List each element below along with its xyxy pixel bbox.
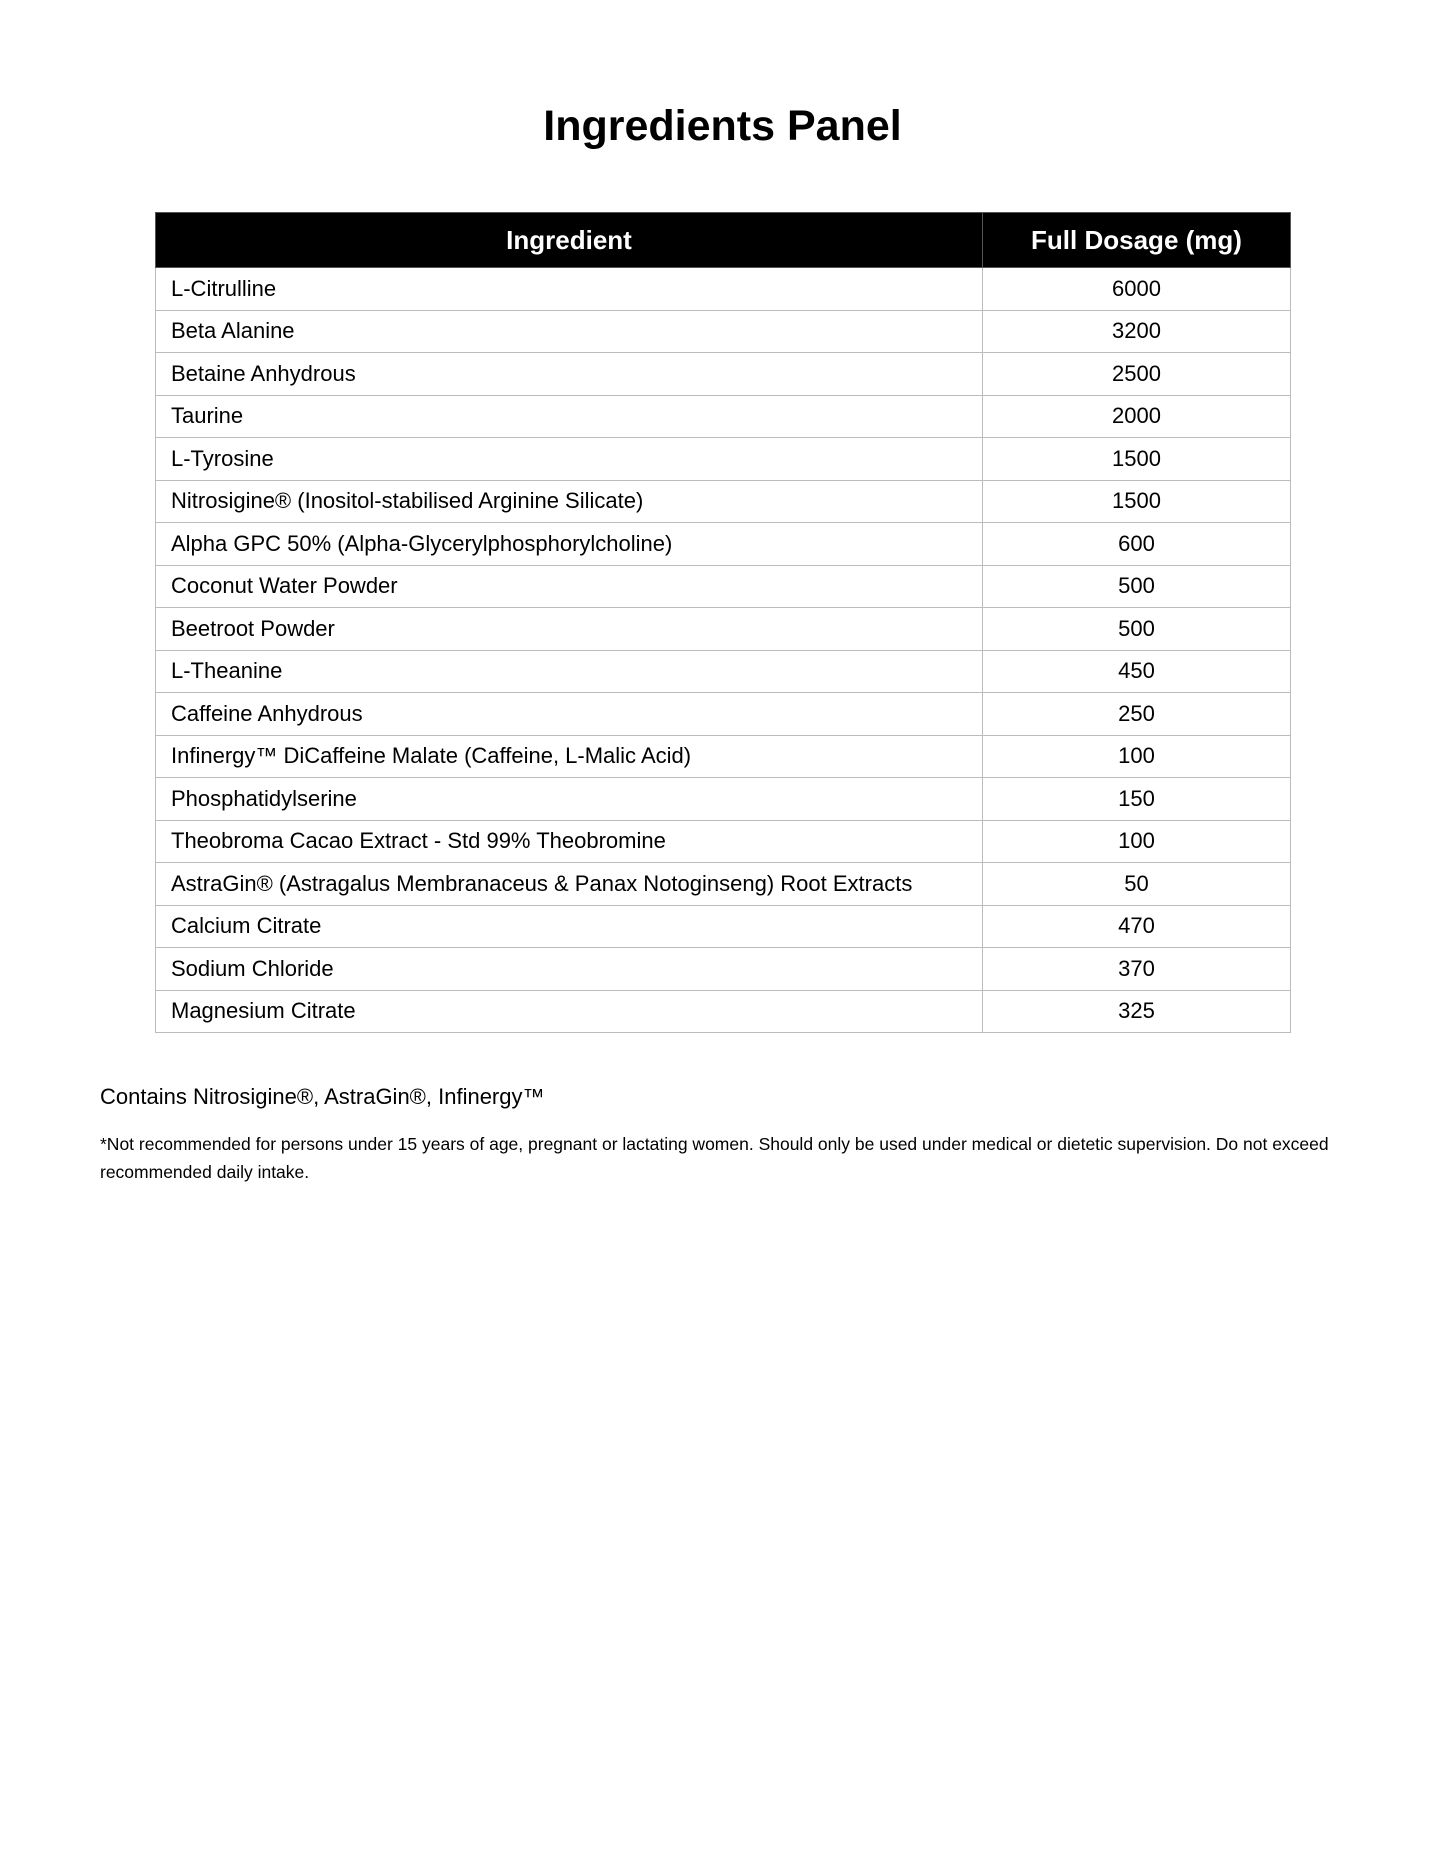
ingredient-name: AstraGin® (Astragalus Membranaceus & Panax Notoginseng) Root Extracts [156,863,983,906]
ingredient-dosage: 2000 [983,395,1291,438]
ingredient-name: Infinergy™ DiCaffeine Malate (Caffeine, L-Malic Acid) [156,735,983,778]
ingredient-name: Nitrosigine® (Inositol-stabilised Arginine Silicate) [156,480,983,523]
ingredient-name: L-Tyrosine [156,438,983,481]
ingredient-dosage: 250 [983,693,1291,736]
table-row [156,268,1291,311]
ingredient-name: Betaine Anhydrous [156,353,983,396]
table-row [156,310,1291,353]
ingredient-name: Magnesium Citrate [156,990,983,1033]
ingredient-dosage: 450 [983,650,1291,693]
table-row [156,353,1291,396]
ingredient-dosage: 500 [983,565,1291,608]
table-row [156,735,1291,778]
ingredient-name: Caffeine Anhydrous [156,693,983,736]
ingredient-name: Alpha GPC 50% (Alpha-Glycerylphosphorylcholine) [156,523,983,566]
ingredients-table [155,212,1291,1033]
ingredient-dosage: 50 [983,863,1291,906]
ingredient-name: Calcium Citrate [156,905,983,948]
table-row [156,438,1291,481]
table-row [156,778,1291,821]
table-row [156,480,1291,523]
ingredient-dosage: 325 [983,990,1291,1033]
table-row [156,863,1291,906]
ingredient-name: Phosphatidylserine [156,778,983,821]
ingredient-dosage: 3200 [983,310,1291,353]
table-row [156,565,1291,608]
table-body [156,268,1291,1033]
ingredient-dosage: 470 [983,905,1291,948]
table-row [156,608,1291,651]
ingredient-name: L-Citrulline [156,268,983,311]
ingredient-name: Taurine [156,395,983,438]
table-row [156,905,1291,948]
ingredient-dosage: 100 [983,820,1291,863]
ingredient-name: L-Theanine [156,650,983,693]
ingredient-dosage: 1500 [983,480,1291,523]
ingredient-dosage: 370 [983,948,1291,991]
table-row [156,395,1291,438]
footnote-disclaimer: *Not recommended for persons under 15 years of age, pregnant or lactating women. Should only be used under medical or dietetic supervision. Do not exceed recommended daily intake. [100,1134,1329,1182]
table-header-row [156,213,1291,268]
ingredient-dosage: 6000 [983,268,1291,311]
ingredient-dosage: 1500 [983,438,1291,481]
column-header-dosage: Full Dosage (mg) [983,213,1291,268]
ingredient-dosage: 2500 [983,353,1291,396]
column-header-ingredient: Ingredient [156,213,983,268]
ingredient-name: Coconut Water Powder [156,565,983,608]
table-row [156,650,1291,693]
table-row [156,693,1291,736]
page-title: Ingredients Panel [543,102,902,150]
ingredient-dosage: 500 [983,608,1291,651]
ingredient-dosage: 150 [983,778,1291,821]
table-row [156,948,1291,991]
table-row [156,990,1291,1033]
ingredient-name: Beetroot Powder [156,608,983,651]
table-row [156,820,1291,863]
ingredient-dosage: 100 [983,735,1291,778]
ingredient-name: Theobroma Cacao Extract - Std 99% Theobromine [156,820,983,863]
table-row [156,523,1291,566]
ingredient-dosage: 600 [983,523,1291,566]
contains-statement: Contains Nitrosigine®, AstraGin®, Infinergy™ [100,1084,545,1109]
ingredient-name: Beta Alanine [156,310,983,353]
ingredient-name: Sodium Chloride [156,948,983,991]
